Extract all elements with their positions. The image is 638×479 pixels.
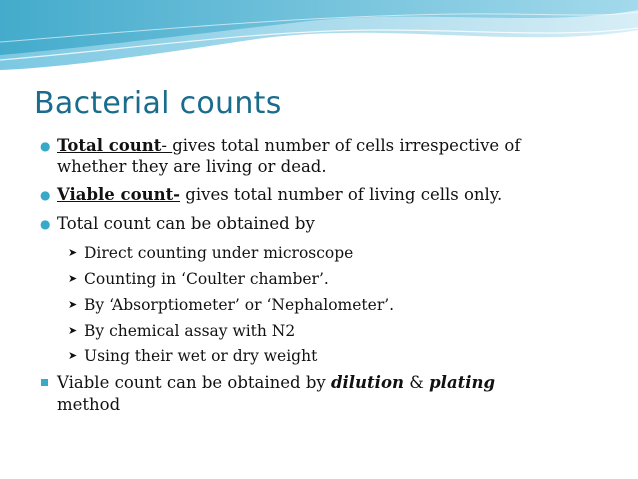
sub-item: Direct counting under microscope bbox=[84, 244, 354, 262]
arrow-bullet-icon: ➤ bbox=[68, 246, 78, 259]
sub-item: Counting in ‘Coulter chamber’. bbox=[84, 270, 329, 288]
round-bullet-icon: ● bbox=[40, 217, 51, 231]
arrow-bullet-icon: ➤ bbox=[68, 298, 78, 311]
sub-item: By ‘Absorptiometer’ or ‘Nephalometer’. bbox=[84, 296, 395, 314]
round-bullet-icon: ● bbox=[40, 139, 51, 153]
bullet-text: Viable count can be obtained by bbox=[57, 373, 331, 392]
bullet-item-continuation: whether they are living or dead. bbox=[57, 157, 327, 176]
bullet-item-viable-count bbox=[57, 185, 502, 205]
bullet-item-continuation: method bbox=[57, 395, 121, 414]
arrow-bullet-icon: ➤ bbox=[68, 349, 78, 362]
arrow-bullet-icon: ➤ bbox=[68, 324, 78, 337]
round-bullet-icon: ● bbox=[40, 188, 51, 202]
bullet-item-total-count bbox=[57, 136, 520, 156]
bullet-text: gives total number of cells irrespective of bbox=[172, 136, 521, 155]
term-separator: - bbox=[161, 136, 173, 155]
square-bullet-icon bbox=[41, 379, 48, 386]
bullet-text: gives total number of living cells only. bbox=[185, 185, 503, 204]
arrow-bullet-icon: ➤ bbox=[68, 272, 78, 285]
sub-item: By chemical assay with N2 bbox=[84, 322, 296, 340]
emphasis-dilution: dilution bbox=[330, 373, 404, 392]
sub-item: Using their wet or dry weight bbox=[84, 347, 318, 365]
bullet-item-total-count-methods: Total count can be obtained by bbox=[57, 214, 315, 233]
term-total-count: Total count bbox=[57, 136, 162, 155]
term-viable-count: Viable count- bbox=[57, 185, 181, 204]
bullet-item-viable-count-method bbox=[57, 373, 495, 393]
emphasis-plating: plating bbox=[429, 373, 496, 392]
slide-title: Bacterial counts bbox=[34, 86, 282, 121]
ampersand: & bbox=[403, 373, 430, 392]
